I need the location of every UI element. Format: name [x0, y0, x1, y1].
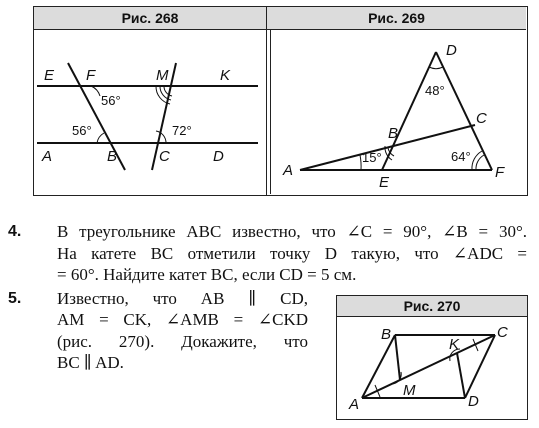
- fig269-point-b: B: [388, 125, 399, 142]
- fig268-angle-56-top: 56°: [101, 93, 121, 108]
- fig270-point-m: M: [403, 382, 416, 399]
- fig268-caption: Рис. 268: [121, 10, 179, 26]
- fig269-point-a: A: [283, 162, 294, 179]
- fig269-angle-48: 48°: [425, 83, 445, 98]
- fig268-point-m: M: [156, 67, 169, 84]
- fig268-point-b: B: [107, 148, 118, 165]
- fig269-point-c: C: [476, 110, 487, 127]
- fig268-point-c: C: [159, 148, 170, 165]
- fig270-point-b: B: [381, 326, 392, 343]
- fig269-angle-15: 15°: [362, 150, 382, 165]
- fig268-angle-56-bottom: 56°: [72, 123, 92, 138]
- problem-5-number: 5.: [8, 290, 22, 307]
- fig268-point-d: D: [213, 148, 224, 165]
- fig270-caption: Рис. 270: [403, 298, 461, 314]
- fig269-caption: Рис. 269: [368, 10, 425, 26]
- fig268-point-k: K: [220, 67, 231, 84]
- problem-5-line-1: Известно, что AB ∥ CD,: [57, 289, 308, 308]
- fig270-point-k: K: [449, 336, 460, 353]
- fig270-point-d: D: [468, 393, 479, 410]
- fig270-side-cd: [465, 335, 495, 398]
- fig268-angle-72: 72°: [172, 123, 192, 138]
- fig269-point-d: D: [446, 42, 457, 59]
- fig268-point-e: E: [44, 67, 55, 84]
- fig269-point-e: E: [379, 174, 390, 191]
- fig270-side-ab: [362, 335, 395, 398]
- fig269-point-f: F: [495, 164, 505, 181]
- fig268-point-a: A: [42, 148, 53, 165]
- problem-5-line-4: BC ∥ AD.: [57, 353, 124, 372]
- fig270-segment-kd: [457, 353, 465, 398]
- problem-5-line-3: (рис. 270). Докажите, что: [57, 332, 308, 351]
- problem-4-line-2: На катете BC отметили точку D такую, что ∠ADC =: [57, 244, 527, 263]
- fig270-point-a: A: [349, 396, 360, 413]
- problem-5-line-2: AM = CK, ∠AMB = ∠CKD: [57, 310, 308, 329]
- fig270-segment-bm: [395, 335, 400, 380]
- problem-4-line-1: В треугольнике ABC известно, что ∠C = 90°, ∠B = 30°.: [57, 222, 527, 241]
- problem-4-number: 4.: [8, 223, 22, 240]
- fig270-point-c: C: [497, 324, 508, 341]
- fig268-point-f: F: [86, 67, 96, 84]
- fig269-angle-64: 64°: [451, 149, 471, 164]
- problem-4-line-3: = 60°. Найдите катет BC, если CD = 5 см.: [57, 265, 357, 284]
